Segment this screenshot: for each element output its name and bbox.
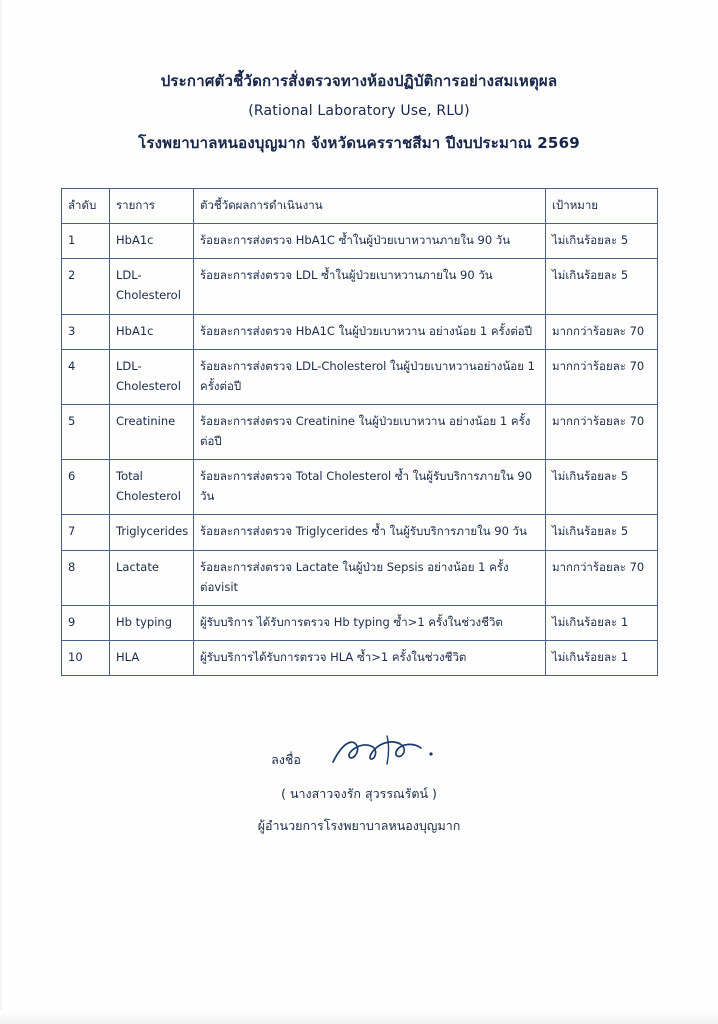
cell-no: 4	[62, 349, 110, 404]
cell-no: 6	[62, 460, 110, 515]
cell-goal: ไม่เกินร้อยละ 5	[546, 460, 658, 515]
table-row	[62, 605, 658, 640]
cell-no: 9	[62, 605, 110, 640]
cell-indicator: ร้อยละการส่งตรวจ Lactate ในผู้ป่วย Sepsis อย่างน้อย 1 ครั้งต่อvisit	[194, 550, 546, 605]
table-row	[62, 224, 658, 259]
cell-item: Total Cholesterol	[110, 460, 194, 515]
cell-item: Hb typing	[110, 605, 194, 640]
scan-edge-left	[0, 0, 3, 1024]
indicator-table	[61, 188, 658, 676]
cell-no: 3	[62, 314, 110, 349]
cell-indicator: ผู้รับบริการ ได้รับการตรวจ Hb typing ซ้ำ>1 ครั้งในช่วงชีวิต	[194, 605, 546, 640]
document-header	[0, 0, 718, 154]
cell-indicator: ร้อยละการส่งตรวจ HbA1C ซ้ำในผู้ป่วยเบาหวานภายใน 90 วัน	[194, 224, 546, 259]
indicator-table-wrapper	[61, 188, 657, 676]
cell-goal: มากกว่าร้อยละ 70	[546, 550, 658, 605]
cell-no: 7	[62, 515, 110, 550]
cell-no: 10	[62, 640, 110, 675]
cell-indicator: ร้อยละการส่งตรวจ Creatinine ในผู้ป่วยเบาหวาน อย่างน้อย 1 ครั้งต่อปี	[194, 404, 546, 459]
cell-item: LDL-Cholesterol	[110, 259, 194, 314]
table-row	[62, 515, 658, 550]
column-header-no: ลำดับ	[62, 189, 110, 224]
cell-indicator: ผู้รับบริการได้รับการตรวจ HLA ซ้ำ>1 ครั้งในช่วงชีวิต	[194, 640, 546, 675]
signer-name: ( นางสาวจงรัก สุวรรณรัตน์ )	[281, 786, 437, 801]
cell-item: HbA1c	[110, 314, 194, 349]
cell-item: Lactate	[110, 550, 194, 605]
table-row	[62, 314, 658, 349]
cell-goal: ไม่เกินร้อยละ 5	[546, 259, 658, 314]
table-body	[62, 224, 658, 676]
cell-indicator: ร้อยละการส่งตรวจ LDL ซ้ำในผู้ป่วยเบาหวานภายใน 90 วัน	[194, 259, 546, 314]
cell-item: LDL-Cholesterol	[110, 349, 194, 404]
cell-goal: ไม่เกินร้อยละ 1	[546, 605, 658, 640]
signature-row	[0, 738, 718, 772]
table-row	[62, 404, 658, 459]
cell-no: 2	[62, 259, 110, 314]
cell-indicator: ร้อยละการส่งตรวจ Triglycerides ซ้ำ ในผู้รับบริการภายใน 90 วัน	[194, 515, 546, 550]
table-row	[62, 259, 658, 314]
cell-goal: ไม่เกินร้อยละ 5	[546, 515, 658, 550]
table-header-row	[62, 189, 658, 224]
cell-goal: ไม่เกินร้อยละ 1	[546, 640, 658, 675]
signer-position: ผู้อำนวยการโรงพยาบาลหนองบุญมาก	[257, 818, 461, 833]
title-line-1: ประกาศตัวชี้วัดการสั่งตรวจทางห้องปฏิบัติการอย่างสมเหตุผล	[160, 72, 558, 90]
cell-item: HLA	[110, 640, 194, 675]
column-header-item: รายการ	[110, 189, 194, 224]
cell-goal: มากกว่าร้อยละ 70	[546, 314, 658, 349]
column-header-goal: เป้าหมาย	[546, 189, 658, 224]
scan-edge-bottom	[0, 1010, 718, 1024]
cell-item: Creatinine	[110, 404, 194, 459]
signature-block	[0, 738, 718, 836]
cell-no: 5	[62, 404, 110, 459]
cell-goal: ไม่เกินร้อยละ 5	[546, 224, 658, 259]
cell-item: HbA1c	[110, 224, 194, 259]
title-line-2: (Rational Laboratory Use, RLU)	[248, 102, 470, 119]
table-row	[62, 550, 658, 605]
cell-goal: มากกว่าร้อยละ 70	[546, 404, 658, 459]
table-row	[62, 349, 658, 404]
cell-goal: มากกว่าร้อยละ 70	[546, 349, 658, 404]
cell-no: 8	[62, 550, 110, 605]
title-line-3: โรงพยาบาลหนองบุญมาก จังหวัดนครราชสีมา ปีงบประมาณ 2569	[138, 133, 580, 152]
table-header	[62, 189, 658, 224]
signature-mark-icon	[327, 732, 447, 772]
signature-label: ลงชื่อ	[271, 752, 301, 767]
cell-no: 1	[62, 224, 110, 259]
cell-item: Triglycerides	[110, 515, 194, 550]
table-row	[62, 640, 658, 675]
cell-indicator: ร้อยละการส่งตรวจ Total Cholesterol ซ้ำ ในผู้รับบริการภายใน 90 วัน	[194, 460, 546, 515]
cell-indicator: ร้อยละการส่งตรวจ HbA1C ในผู้ป่วยเบาหวาน อย่างน้อย 1 ครั้งต่อปี	[194, 314, 546, 349]
table-row	[62, 460, 658, 515]
column-header-indicator: ตัวชี้วัดผลการดำเนินงาน	[194, 189, 546, 224]
cell-indicator: ร้อยละการส่งตรวจ LDL-Cholesterol ในผู้ป่วยเบาหวานอย่างน้อย 1 ครั้งต่อปี	[194, 349, 546, 404]
